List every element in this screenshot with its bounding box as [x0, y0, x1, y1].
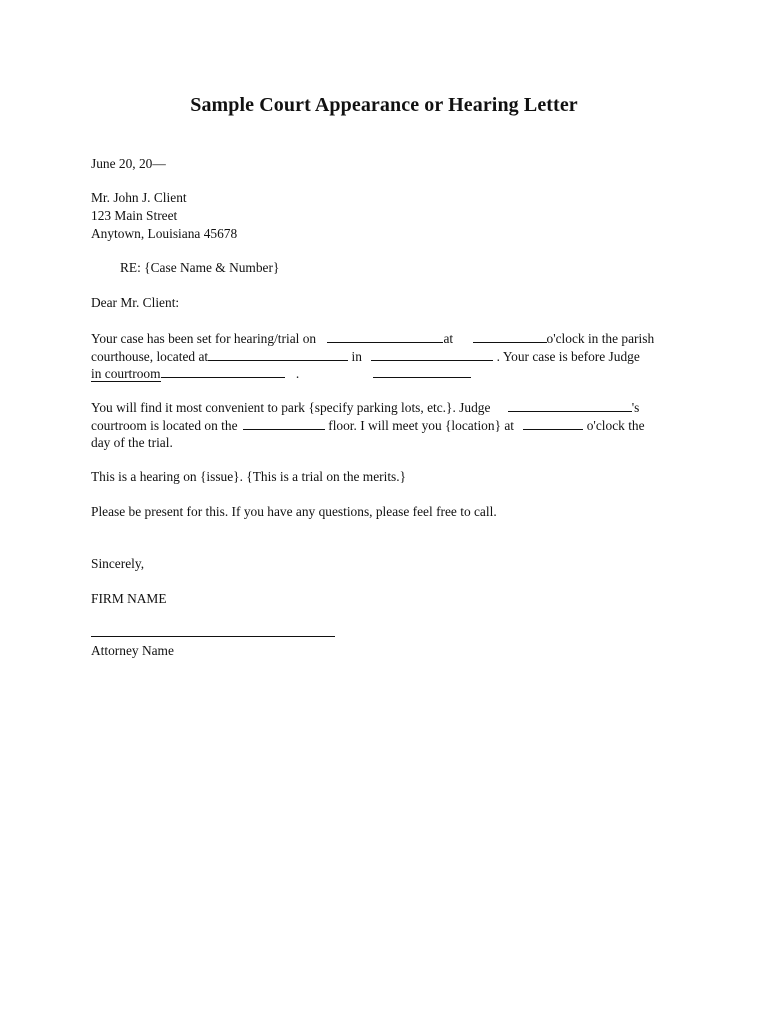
- para1-text: in: [351, 349, 362, 364]
- para1-text: in courtroom: [91, 366, 161, 381]
- recipient-name: Mr. John J. Client: [91, 190, 187, 205]
- para1-text: courthouse, located at: [91, 349, 209, 364]
- closing: Sincerely,: [91, 556, 145, 571]
- para1-text: Your case has been set for hearing/trial on: [91, 331, 317, 346]
- hearing-date-blank: [327, 329, 443, 343]
- para2-text: You will find it most convenient to park {specify parking lots, etc.}. Judge: [91, 400, 491, 415]
- para2-line2: [91, 416, 645, 434]
- para2-text: 's: [631, 400, 640, 415]
- document-title: Sample Court Appearance or Hearing Letter: [190, 94, 578, 116]
- para1-line2: [91, 347, 640, 365]
- para1-text: .: [295, 366, 300, 381]
- judge-name-blank: [373, 364, 471, 378]
- para4: Please be present for this. If you have any questions, please feel free to call.: [91, 504, 497, 519]
- location-blank: [208, 347, 348, 361]
- para1-line1: [91, 329, 654, 347]
- salutation: Dear Mr. Client:: [91, 295, 180, 310]
- judge-blank: [508, 398, 632, 412]
- para3: This is a hearing on {issue}. {This is a trial on the merits.}: [91, 469, 407, 484]
- signature-line: [91, 636, 335, 637]
- meeting-time-blank: [523, 416, 583, 430]
- para1-text: . Your case is before Judge: [496, 349, 640, 364]
- para2-line3: day of the trial.: [91, 435, 173, 450]
- recipient-city: Anytown, Louisiana 45678: [91, 226, 238, 241]
- letter-date: June 20, 20—: [91, 156, 166, 171]
- para2-text: courtroom is located on the: [91, 418, 238, 433]
- floor-blank: [243, 416, 325, 430]
- para1-text: at: [443, 331, 454, 346]
- firm-name: FIRM NAME: [91, 591, 167, 606]
- city-blank: [371, 347, 493, 361]
- para2-text: floor. I will meet you {location} at: [328, 418, 515, 433]
- recipient-street: 123 Main Street: [91, 208, 178, 223]
- attorney-name: Attorney Name: [91, 643, 174, 658]
- para2-text: o'clock the: [586, 418, 645, 433]
- courtroom-blank: [161, 364, 285, 378]
- para1-text: o'clock in the parish: [546, 331, 655, 346]
- para1-line3: [91, 364, 471, 382]
- re-line: RE: {Case Name & Number}: [120, 260, 280, 275]
- para2-line1: [91, 398, 639, 416]
- time-blank: [473, 329, 547, 343]
